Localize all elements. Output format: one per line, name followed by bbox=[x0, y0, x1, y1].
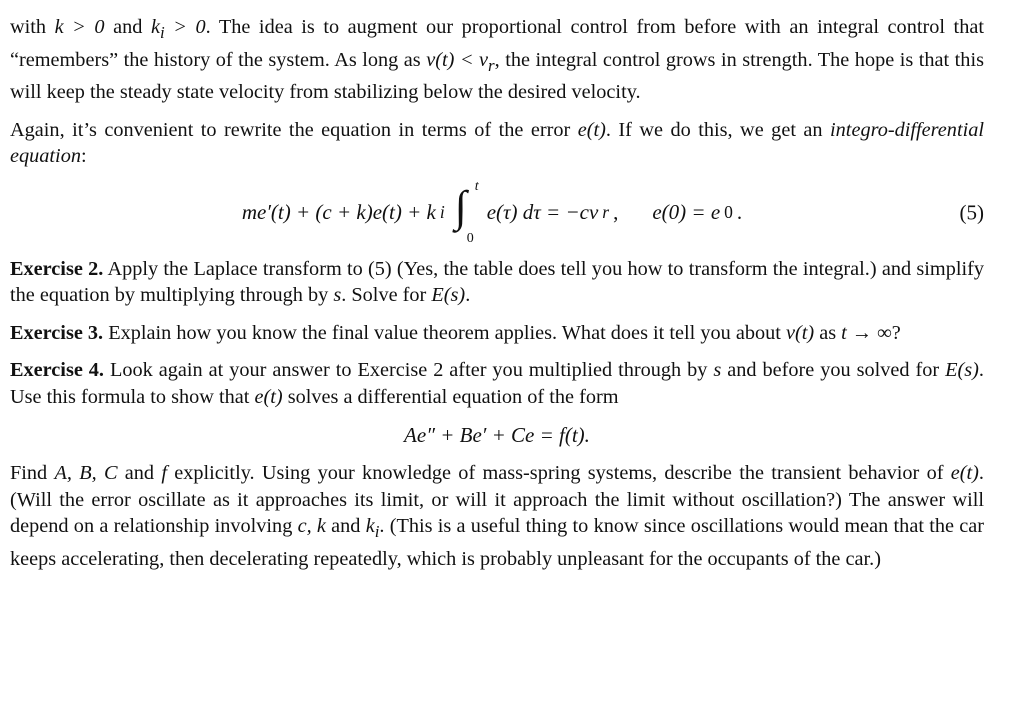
math-inline: A, B, C bbox=[54, 462, 118, 485]
math-inline: v(t) bbox=[785, 321, 815, 344]
exercise-label: Exercise 2. bbox=[10, 257, 104, 280]
integral-lower-limit: 0 bbox=[466, 230, 474, 246]
text: . bbox=[465, 284, 471, 307]
equation-form: Ae″ + Be′ + Ce = f(t). bbox=[404, 422, 590, 447]
math-subscript: r bbox=[488, 55, 495, 75]
math-subscript: i bbox=[159, 23, 165, 43]
text: . Use this formula to show that bbox=[10, 359, 984, 408]
text: . Solve for bbox=[341, 284, 432, 307]
text: Explain how you know the final value theorem applies. What does it tell you about bbox=[103, 321, 786, 344]
math-subscript: i bbox=[374, 522, 380, 542]
text: solves a differential equation of the form bbox=[282, 385, 619, 408]
text: with bbox=[10, 16, 55, 38]
equation-integrand: e(τ) dτ = −cv bbox=[486, 200, 599, 225]
math-inline: k > 0 bbox=[54, 16, 105, 38]
math-inline: k bbox=[150, 16, 160, 38]
math-inline: E(s) bbox=[945, 359, 979, 382]
math-inline: k bbox=[365, 515, 375, 538]
text: Again, it’s convenient to rewrite the equation in terms of the error bbox=[10, 118, 578, 141]
math-inline: f bbox=[161, 462, 167, 485]
text: , the integral control grows in strength. The hope is that this will keep the steady state velocity from stabilizing below the desired velocity. bbox=[10, 48, 984, 104]
equation-punctuation: , bbox=[613, 200, 619, 225]
math-inline: v(t) < v bbox=[426, 48, 489, 71]
math-inline: t → ∞ bbox=[841, 321, 892, 344]
math-inline: s bbox=[713, 359, 722, 382]
text: Find bbox=[10, 462, 55, 485]
exercise-3 bbox=[10, 320, 984, 347]
exercise-label: Exercise 3. bbox=[10, 321, 104, 344]
text: and bbox=[325, 515, 366, 538]
exercise-2 bbox=[10, 256, 984, 309]
integral-upper-limit: t bbox=[474, 178, 479, 194]
math-subscript: r bbox=[602, 202, 610, 223]
text: explicitly. Using your knowledge of mass-spring systems, describe the transient behavior of bbox=[166, 462, 951, 485]
text: and before you solved for bbox=[721, 359, 946, 382]
paragraph-find-abcf bbox=[10, 460, 984, 572]
exercise-label: Exercise 4. bbox=[10, 359, 105, 382]
math-inline: e(t) bbox=[950, 462, 979, 485]
math-inline: e(t) bbox=[254, 385, 283, 408]
text: : bbox=[80, 145, 87, 168]
exercise-4 bbox=[10, 357, 984, 410]
integral-symbol: ∫ bbox=[454, 181, 467, 231]
text: and bbox=[117, 462, 162, 485]
math-inline: s bbox=[333, 284, 342, 307]
paragraph-error-rewrite bbox=[10, 117, 984, 170]
equation-lhs: me′(t) + (c + k)e(t) + k bbox=[241, 200, 436, 225]
equation-5 bbox=[10, 170, 984, 256]
math-subscript: i bbox=[439, 202, 445, 223]
equation-number: (5) bbox=[959, 200, 984, 225]
text: Apply the Laplace transform to (5) (Yes, the table does tell you how to transform the integral.) and simplify the equation by multiplying through by bbox=[10, 257, 984, 307]
emphasis-term: integro-differential equation bbox=[10, 118, 984, 168]
text: . The idea is to augment our proportional control from before with an integral control that “remembers” the history of the system. As long as bbox=[10, 16, 984, 71]
text: . (This is a useful thing to know since oscillations would mean that the car keeps accelerating, then decelerating repeatedly, which is probably unpleasant for the occupants of the car.) bbox=[10, 515, 984, 570]
integral-sign bbox=[453, 178, 479, 246]
equation-body bbox=[241, 178, 743, 246]
text: ? bbox=[891, 321, 901, 344]
math-inline: E(s) bbox=[431, 284, 466, 307]
text: . If we do this, we get an bbox=[605, 118, 831, 141]
paragraph-integral-control bbox=[10, 14, 984, 106]
equation-punctuation: . bbox=[736, 200, 743, 225]
equation-initial-condition: e(0) = e bbox=[652, 200, 721, 225]
text: . (Will the error oscillate as it approaches its limit, or will it approach the limit without oscillation?) The answer will depend on a relationship involving bbox=[10, 462, 984, 538]
text: as bbox=[814, 321, 842, 344]
text: Look again at your answer to Exercise 2 after you multiplied through by bbox=[104, 359, 714, 382]
math-inline: > 0 bbox=[164, 16, 206, 38]
math-subscript: 0 bbox=[724, 202, 733, 223]
math-inline: e(t) bbox=[577, 118, 606, 141]
text: and bbox=[104, 16, 151, 38]
math-inline: c, k bbox=[297, 515, 326, 538]
